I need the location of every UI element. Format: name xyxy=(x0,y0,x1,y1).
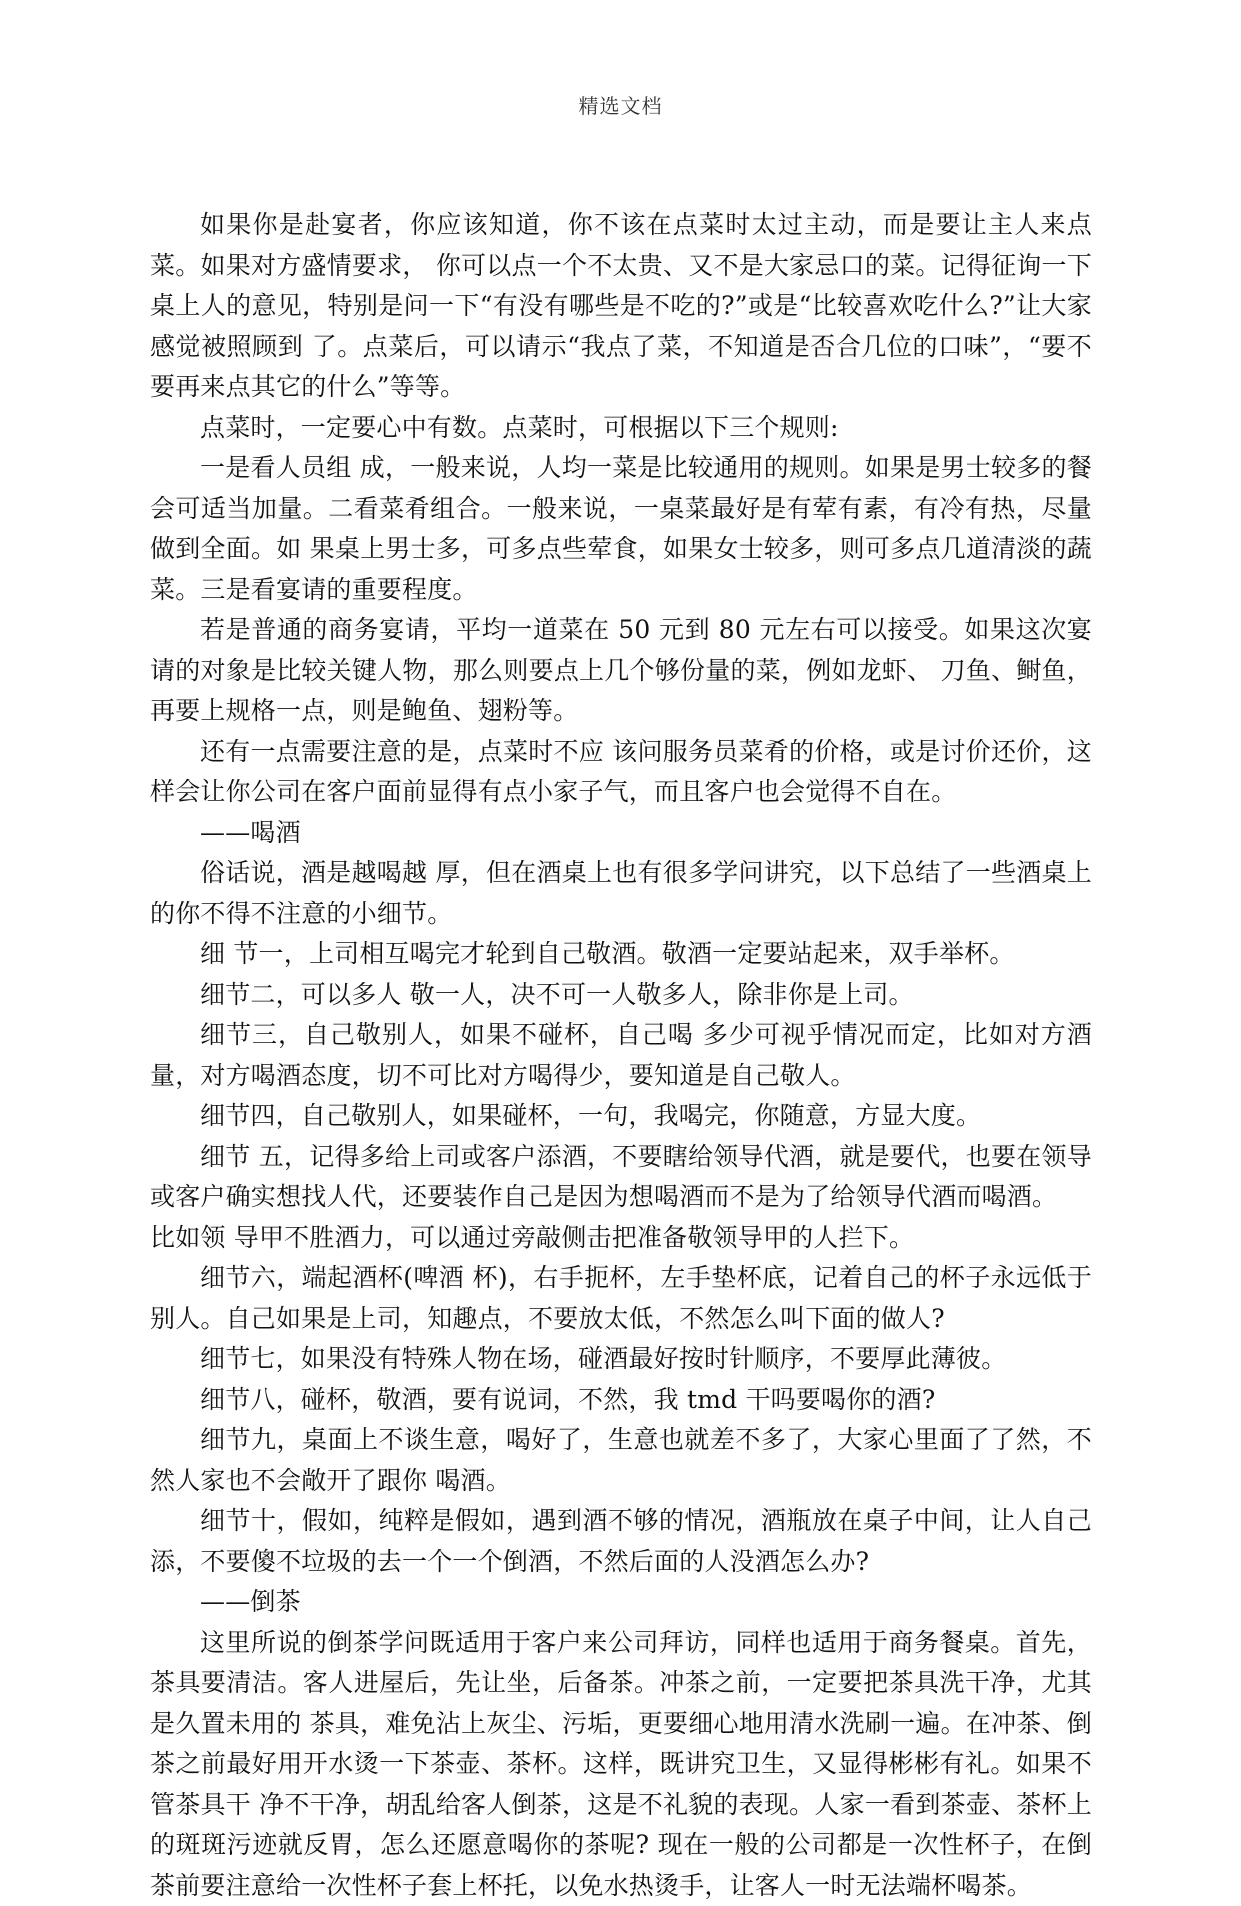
paragraph: 细节 五，记得多给上司或客户添酒，不要瞎给领导代酒，就是要代，也要在领导或客户确实想找人代，还要装作自己是因为想喝酒而不是为了给领导代酒而喝酒。 xyxy=(150,1137,1092,1218)
paragraph: 点菜时，一定要心中有数。点菜时，可根据以下三个规则: xyxy=(150,408,1092,449)
paragraph: 如果你是赴宴者，你应该知道，你不该在点菜时太过主动，而是要让主人来点菜。如果对方盛情要求， 你可以点一个不太贵、又不是大家忌口的菜。记得征询一下桌上人的意见，特别是问一下“有没有哪些是不吃的?”或是“比较喜欢吃什么?”让大家感觉被照顾到 了。点菜后，可以请示“我点了菜，不知道是否合几位的口味”，“要不要再来点其它的什么”等等。 xyxy=(150,205,1092,408)
section-heading-drinking: ——喝酒 xyxy=(150,813,1092,854)
paragraph: 细节三，自己敬别人，如果不碰杯，自己喝 多少可视乎情况而定，比如对方酒量，对方喝酒态度，切不可比对方喝得少，要知道是自己敬人。 xyxy=(150,1015,1092,1096)
paragraph: 细节八，碰杯，敬酒，要有说词，不然，我 tmd 干吗要喝你的酒? xyxy=(150,1380,1092,1421)
paragraph: 细节十，假如，纯粹是假如，遇到酒不够的情况，酒瓶放在桌子中间，让人自己添，不要傻不垃圾的去一个一个倒酒，不然后面的人没酒怎么办? xyxy=(150,1501,1092,1582)
document-body xyxy=(150,205,1092,1906)
paragraph: 比如领 导甲不胜酒力，可以通过旁敲侧击把准备敬领导甲的人拦下。 xyxy=(150,1218,1092,1259)
paragraph: 俗话说，酒是越喝越 厚，但在酒桌上也有很多学问讲究，以下总结了一些酒桌上的你不得不注意的小细节。 xyxy=(150,853,1092,934)
paragraph: 细 节一，上司相互喝完才轮到自己敬酒。敬酒一定要站起来，双手举杯。 xyxy=(150,934,1092,975)
paragraph: 一是看人员组 成，一般来说，人均一菜是比较通用的规则。如果是男士较多的餐会可适当加量。二看菜肴组合。一般来说，一桌菜最好是有荤有素，有冷有热，尽量做到全面。如 果桌上男士多，可多点些荤食，如果女士较多，则可多点几道清淡的蔬菜。三是看宴请的重要程度。 xyxy=(150,448,1092,610)
paragraph: 还有一点需要注意的是，点菜时不应 该问服务员菜肴的价格，或是讨价还价，这样会让你公司在客户面前显得有点小家子气，而且客户也会觉得不自在。 xyxy=(150,732,1092,813)
section-heading-tea: ——倒茶 xyxy=(150,1582,1092,1623)
paragraph: 细节九，桌面上不谈生意，喝好了，生意也就差不多了，大家心里面了了然，不然人家也不会敞开了跟你 喝酒。 xyxy=(150,1420,1092,1501)
page-header: 精选文档 xyxy=(0,90,1241,119)
paragraph: 若是普通的商务宴请，平均一道菜在 50 元到 80 元左右可以接受。如果这次宴请的对象是比较关键人物，那么则要点上几个够份量的菜，例如龙虾、 刀鱼、鲥鱼，再要上规格一点，则是鲍鱼、翅粉等。 xyxy=(150,610,1092,732)
paragraph: 细节二，可以多人 敬一人，决不可一人敬多人，除非你是上司。 xyxy=(150,975,1092,1016)
paragraph: 细节七，如果没有特殊人物在场，碰酒最好按时针顺序，不要厚此薄彼。 xyxy=(150,1339,1092,1380)
paragraph: 这里所说的倒茶学问既适用于客户来公司拜访，同样也适用于商务餐桌。首先，茶具要清洁。客人进屋后，先让坐，后备茶。冲茶之前，一定要把茶具洗干净，尤其是久置未用的 茶具，难免沾上灰尘、污垢，更要细心地用清水洗刷一遍。在冲茶、倒茶之前最好用开水烫一下茶壶、茶杯。这样，既讲究卫生，又显得彬彬有礼。如果不管茶具干 净不干净，胡乱给客人倒茶，这是不礼貌的表现。人家一看到茶壶、茶杯上的斑斑污迹就反胃，怎么还愿意喝你的茶呢? 现在一般的公司都是一次性杯子，在倒茶前要注意给一次性杯子套上杯托，以免水热烫手，让客人一时无法端杯喝茶。 xyxy=(150,1623,1092,1906)
paragraph: 细节四，自己敬别人，如果碰杯，一句，我喝完，你随意，方显大度。 xyxy=(150,1096,1092,1137)
paragraph: 细节六，端起酒杯(啤酒 杯)，右手扼杯，左手垫杯底，记着自己的杯子永远低于别人。自己如果是上司，知趣点，不要放太低，不然怎么叫下面的做人? xyxy=(150,1258,1092,1339)
